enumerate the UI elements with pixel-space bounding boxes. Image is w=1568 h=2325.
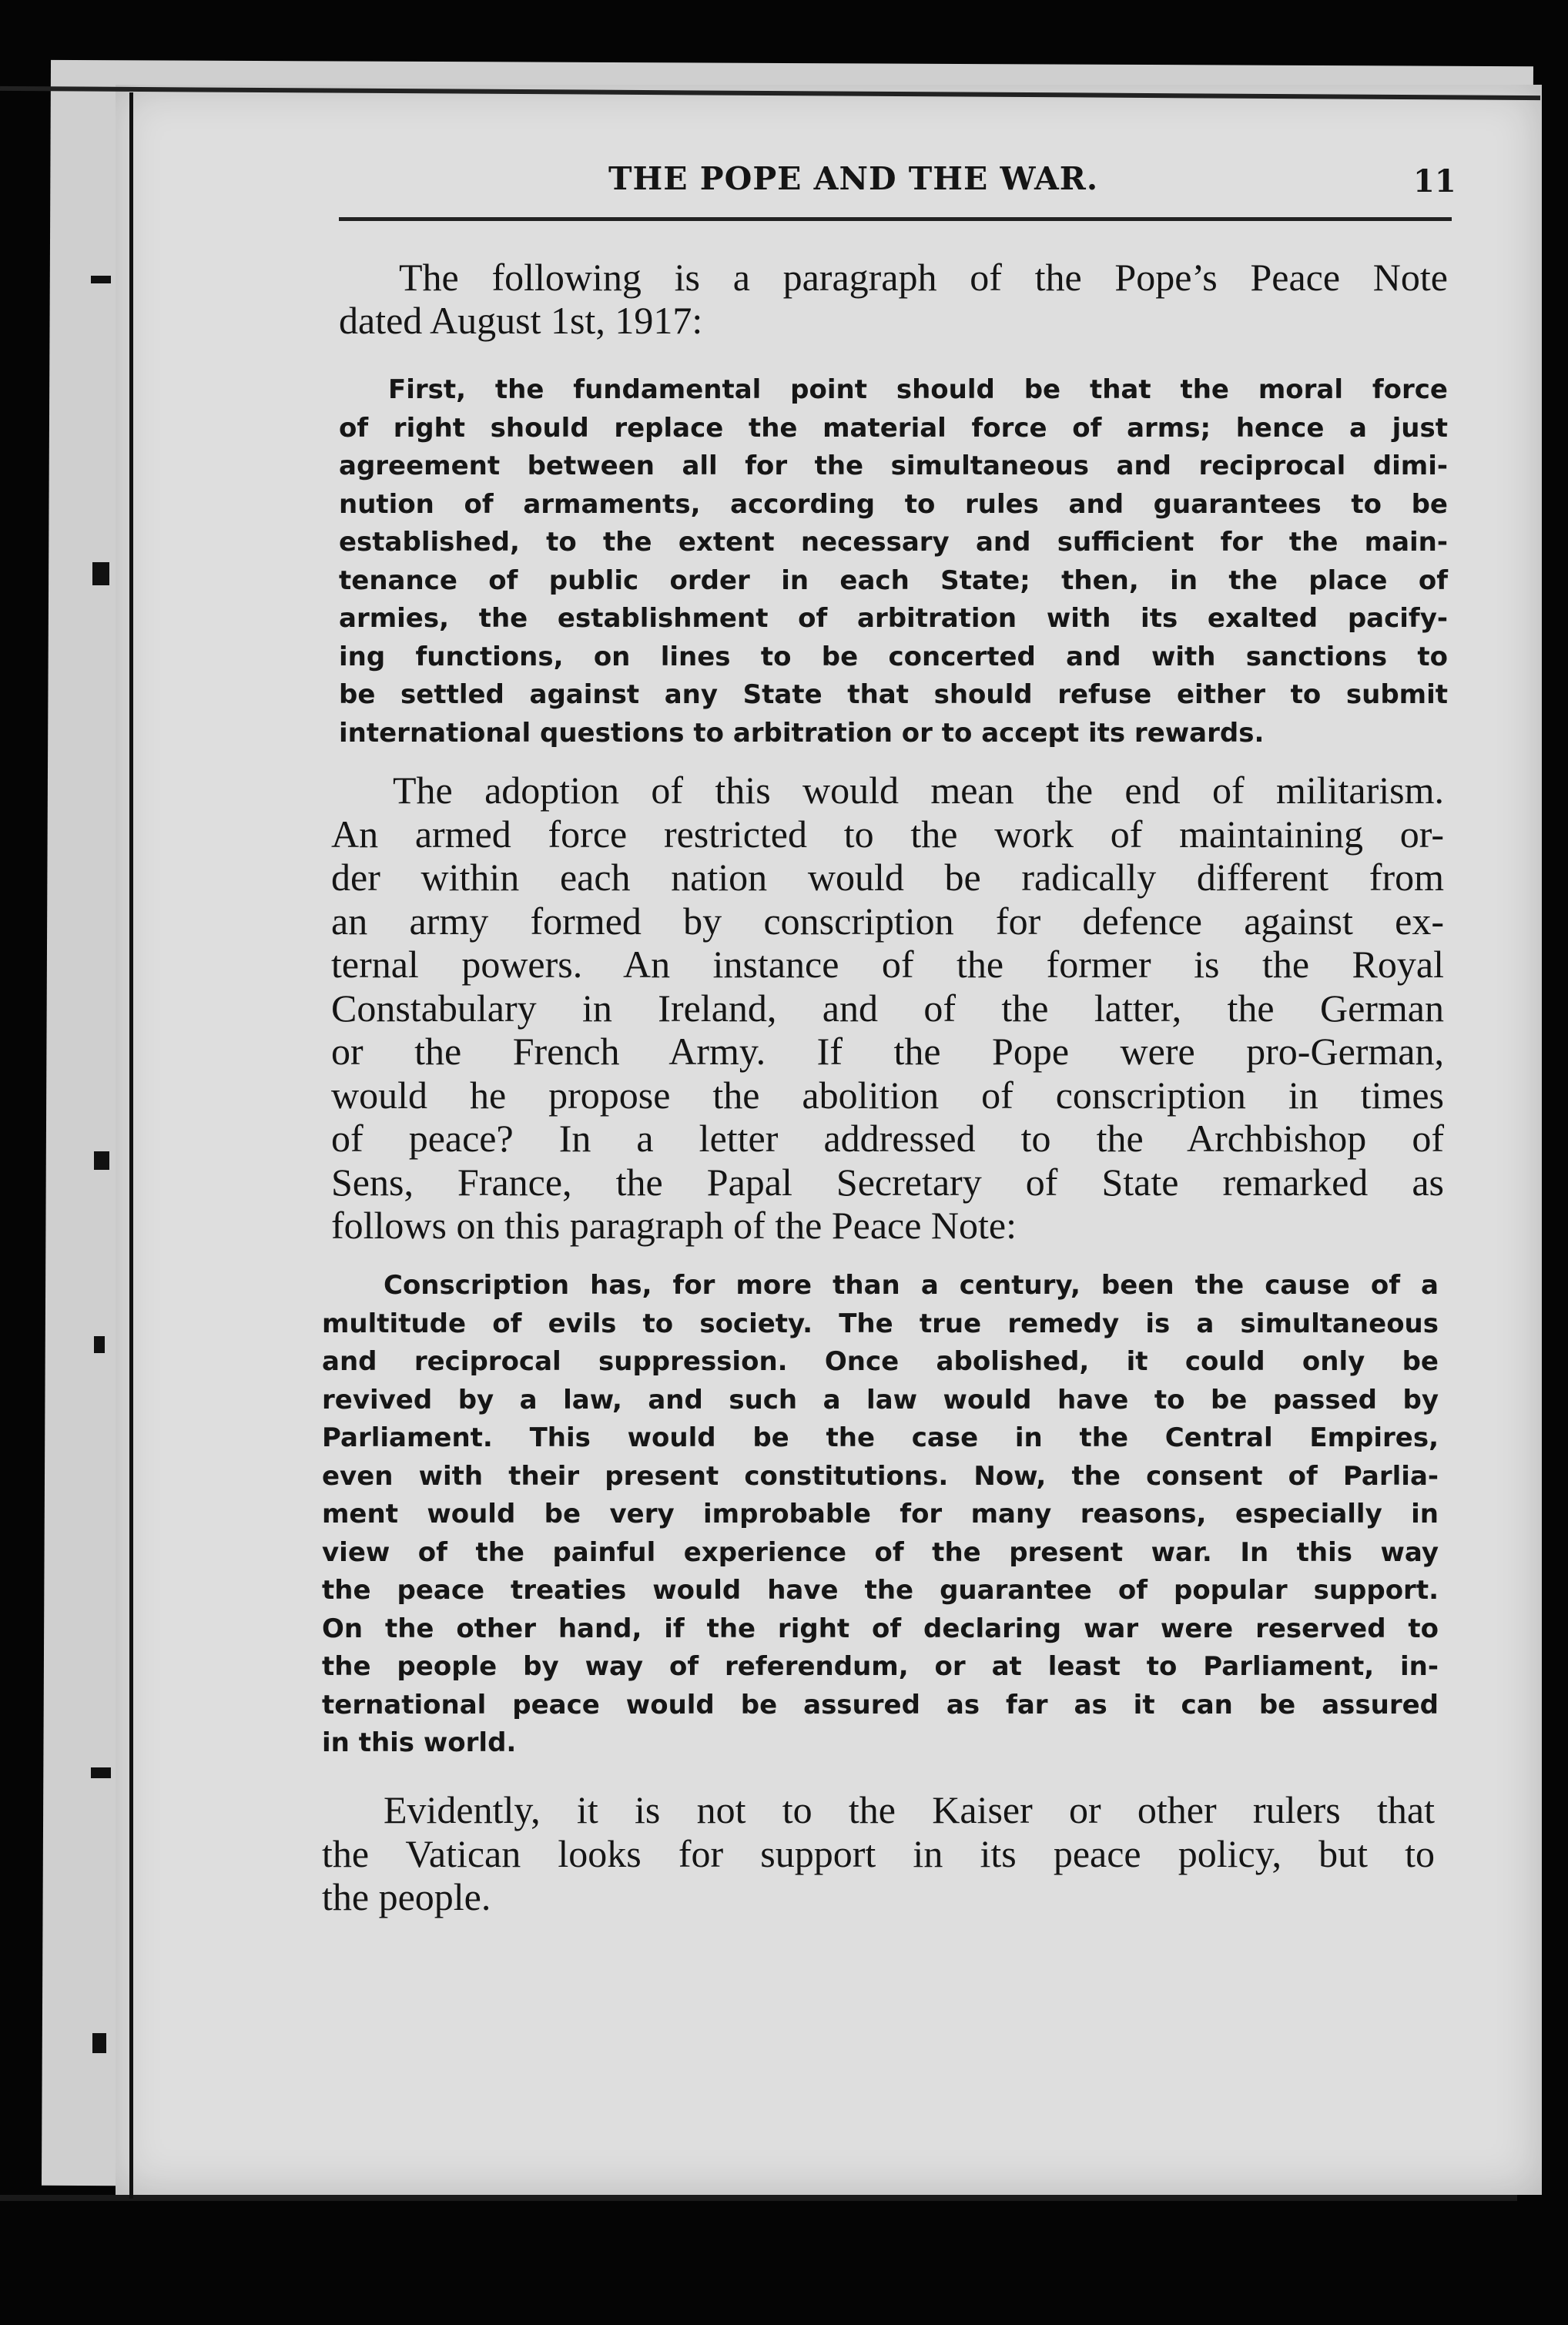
text-line: of right should replace the material force of arms; hence a just (339, 412, 1448, 444)
quoted-paragraph-peace-note (339, 371, 1448, 752)
text-line: even with their present constitutions. Now, the consent of Parlia- (322, 1460, 1439, 1492)
text-line: On the other hand, if the right of declaring war were reserved to (322, 1613, 1439, 1644)
text-line: or the French Army. If the Pope were pro-German, (331, 1030, 1444, 1073)
text-line: view of the painful experience of the present war. In this way (322, 1536, 1439, 1568)
text-line: dated August 1st, 1917: (339, 299, 703, 342)
text-line: an army formed by conscription for defence against ex- (331, 899, 1444, 943)
text-line: ment would be very improbable for many reasons, especially in (322, 1499, 1439, 1529)
text-line: of peace? In a letter addressed to the Archbishop of (331, 1117, 1444, 1160)
binding-mark (91, 1767, 111, 1778)
binding-mark (92, 562, 109, 585)
text-line: agreement between all for the simultaneous and reciprocal dimi- (339, 451, 1448, 481)
text-line: tenance of public order in each State; then, in the place of (339, 564, 1448, 596)
text-line: Parliament. This would be the case in the Central Empires, (322, 1422, 1439, 1453)
text-line: would he propose the abolition of conscription in times (331, 1073, 1444, 1117)
text-line: An armed force restricted to the work of maintaining or- (331, 812, 1444, 856)
bottom-edge-shadow (0, 2195, 1517, 2201)
text-line: follows on this paragraph of the Peace Note: (331, 1204, 1017, 1247)
text-line: Evidently, it is not to the Kaiser or other rulers that (384, 1788, 1435, 1831)
text-line: the people. (322, 1875, 491, 1918)
text-line: ing functions, on lines to be concerted and with sanctions to (339, 641, 1448, 672)
text-line: the people by way of referendum, or at least to Parliament, in- (322, 1651, 1439, 1682)
text-line: be settled against any State that should refuse either to submit (339, 679, 1448, 710)
text-line: the peace treaties would have the guarantee of popular support. (322, 1575, 1439, 1606)
text-line: nution of armaments, according to rules and guarantees to be (339, 488, 1448, 520)
body-paragraph-militarism (331, 769, 1444, 1248)
binding-mark (92, 2033, 106, 2053)
text-line: established, to the extent necessary and sufficient for the main- (339, 527, 1448, 558)
text-line: in this world. (322, 1727, 517, 1758)
text-line: Constabulary in Ireland, and of the latter, the German (331, 986, 1444, 1030)
intro-paragraph (339, 256, 1448, 342)
body-paragraph-conclusion (322, 1788, 1435, 1919)
text-line: The adoption of this would mean the end of militarism. (393, 769, 1444, 812)
running-title: THE POPE AND THE WAR. (608, 160, 1099, 197)
binding-mark (91, 276, 111, 283)
text-line: The following is a paragraph of the Pope’s Peace Note (399, 256, 1448, 299)
text-line: international questions to arbitration or to accept its rewards. (339, 717, 1265, 749)
text-line: revived by a law, and such a law would have to be passed by (322, 1384, 1439, 1415)
text-line: multitude of evils to society. The true remedy is a simultaneous (322, 1308, 1439, 1339)
text-line: Sens, France, the Papal Secretary of State remarked as (331, 1160, 1444, 1204)
text-line: armies, the establishment of arbitration with its exalted pacify- (339, 603, 1448, 634)
text-line: Conscription has, for more than a century, been the cause of a (384, 1270, 1439, 1301)
header-rule (339, 217, 1452, 221)
text-line: ternational peace would be assured as far as it can be assured (322, 1689, 1439, 1720)
quoted-paragraph-secretary-letter (322, 1267, 1439, 1763)
binding-mark (94, 1151, 109, 1170)
page-number: 11 (1413, 163, 1456, 199)
text-line: First, the fundamental point should be that the moral force (388, 374, 1448, 405)
binding-edge (129, 92, 133, 2199)
text-line: the Vatican looks for support in its peace policy, but to (322, 1831, 1435, 1875)
text-line: and reciprocal suppression. Once abolished, it could only be (322, 1346, 1439, 1377)
text-line: ternal powers. An instance of the former is the Royal (331, 943, 1444, 986)
binding-mark (94, 1336, 105, 1353)
text-line: der within each nation would be radically different from (331, 856, 1444, 899)
